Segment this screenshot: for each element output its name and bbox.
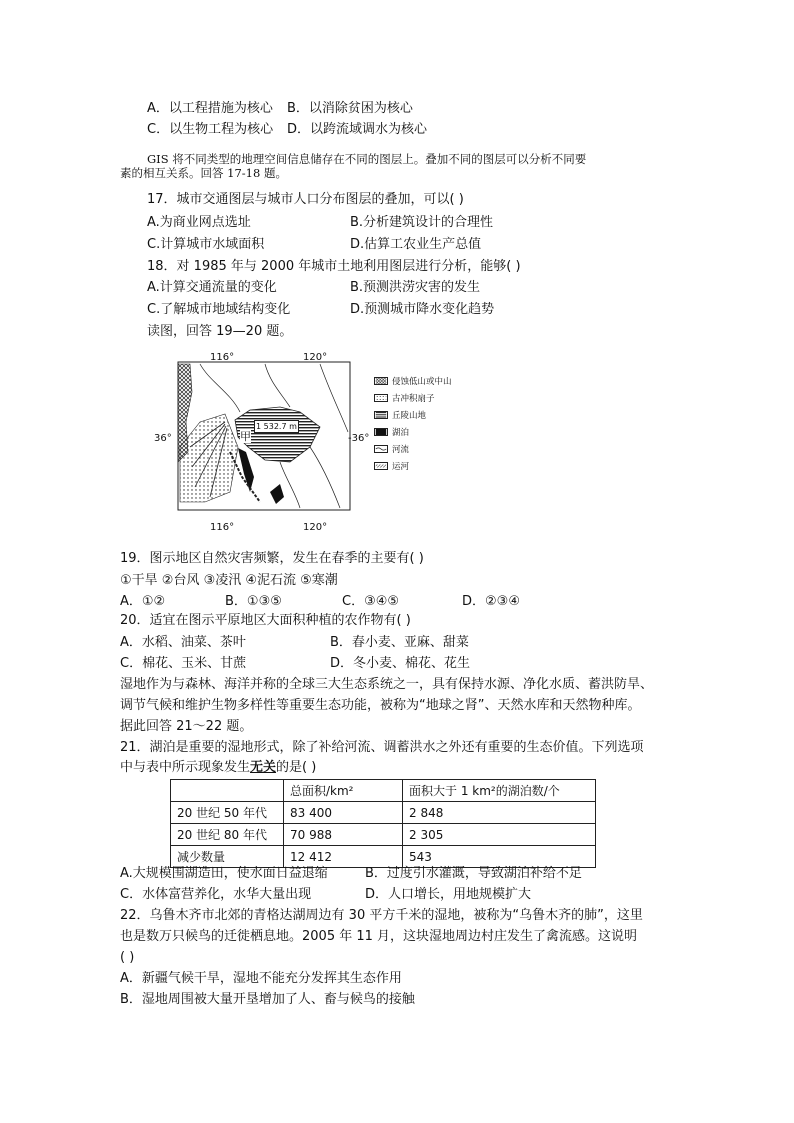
q16-option-b: B．以消除贫困为核心 (287, 101, 413, 116)
table-cell: 减少数量 (171, 846, 284, 868)
q18-stem: 18．对 1985 年与 2000 年城市土地利用图层进行分析，能够( ) (147, 259, 521, 274)
map-legend (374, 372, 452, 474)
q18-option-b: B.预测洪涝灾害的发生 (350, 280, 481, 295)
solid-swatch-icon (374, 428, 388, 436)
q18-option-c: C.了解城市地域结构变化 (147, 302, 291, 317)
table-cell: 2 305 (403, 824, 596, 846)
lat-left: 36° (154, 433, 172, 444)
lon-bottom-left: 116° (210, 522, 235, 533)
q19-stem: 19．图示地区自然灾害频繁，发生在春季的主要有( ) (120, 551, 424, 566)
lake-data-table (170, 779, 596, 868)
table-cell: 总面积/km² (284, 780, 403, 802)
canal-swatch-icon (374, 462, 388, 470)
map-svg (170, 352, 356, 517)
q21-stem-part: 中与表中所示现象发生 (120, 760, 251, 775)
table-cell: 12 412 (284, 846, 403, 868)
table-cell: 2 848 (403, 802, 596, 824)
q17-option-a: A.为商业网点选址 (147, 215, 251, 230)
lon-top-left: 116° (210, 352, 235, 363)
table-cell: 20 世纪 50 年代 (171, 802, 284, 824)
dotted-swatch-icon (374, 394, 388, 402)
table-cell: 70 988 (284, 824, 403, 846)
q18-option-d: D.预测城市降水变化趋势 (350, 302, 495, 317)
legend-item (374, 457, 452, 474)
gis-intro-line1: GIS 将不同类型的地理空间信息储存在不同的图层上。叠加不同的图层可以分析不同要 (147, 152, 587, 166)
legend-item (374, 372, 452, 389)
q21-stem-emphasis: 无关 (250, 760, 277, 775)
q21-option-b: B．过度引水灌溉，导致湖泊补给不足 (365, 866, 582, 881)
table-cell (171, 780, 284, 802)
peak-elevation: 1 532.7 m (256, 422, 297, 431)
legend-label: 侵蚀低山或中山 (392, 376, 452, 387)
crosshatch-swatch-icon (374, 377, 388, 385)
table-cell: 543 (403, 846, 596, 868)
lon-bottom-right: 120° (303, 522, 328, 533)
q16-option-a: A．以工程措施为核心 (147, 101, 273, 116)
striped-swatch-icon (374, 411, 388, 419)
lat-right: -36° (348, 433, 370, 444)
q19-option-a: A．①② (120, 594, 166, 609)
table-cell: 83 400 (284, 802, 403, 824)
q20-option-b: B．春小麦、亚麻、甜菜 (330, 635, 469, 650)
gis-intro-line2: 素的相互关系。回答 17-18 题。 (120, 166, 287, 180)
q16-option-c: C．以生物工程为核心 (147, 122, 274, 137)
geography-map (154, 352, 370, 533)
q17-stem: 17．城市交通图层与城市人口分布图层的叠加，可以( ) (147, 192, 464, 207)
q22-option-b: B．湿地周围被大量开垦增加了人、畜与候鸟的接触 (120, 992, 415, 1007)
q19-option-b: B．①③⑤ (225, 594, 282, 609)
q22-stem-line1: 22．乌鲁木齐市北郊的青格达湖周边有 30 平方千米的湿地，被称为“乌鲁木齐的肺”，这里 (120, 908, 643, 923)
q22-option-a: A．新疆气候干旱，湿地不能充分发挥其生态作用 (120, 971, 402, 986)
q19-items: ①干旱 ②台风 ③凌汛 ④泥石流 ⑤寒潮 (120, 573, 338, 588)
legend-item (374, 440, 452, 457)
q21-stem-line2 (120, 759, 316, 777)
q17-option-d: D.估算工农业生产总值 (350, 237, 482, 252)
q21-stem-line1: 21．湖泊是重要的湿地形式，除了补给河流、调蓄洪水之外还有重要的生态价值。下列选项 (120, 740, 644, 755)
q21-stem-part: 的是( ) (276, 760, 317, 775)
legend-label: 古冲积扇子 (392, 393, 435, 404)
q19-option-c: C．③④⑤ (342, 594, 400, 609)
q21-option-a: A.大规模围湖造田，使水面日益退缩 (120, 866, 328, 881)
q18-option-a: A.计算交通流量的变化 (147, 280, 277, 295)
legend-item (374, 406, 452, 423)
table-row (171, 802, 596, 824)
q20-option-a: A．水稻、油菜、茶叶 (120, 635, 246, 650)
wave-swatch-icon (374, 445, 388, 453)
table-header-row (171, 780, 596, 802)
wetland-intro-line2: 调节气候和维护生物多样性等重要生态功能，被称为“地球之肾”、天然水库和天然物种库。 (120, 698, 641, 713)
legend-item (374, 423, 452, 440)
legend-item (374, 389, 452, 406)
q21-option-c: C．水体富营养化，水华大量出现 (120, 887, 312, 902)
q22-stem-line2: 也是数万只候鸟的迁徙栖息地。2005 年 11 月，这块湿地周边村庄发生了禽流感。这说明 (120, 929, 638, 944)
q20-option-c: C．棉花、玉米、甘蔗 (120, 656, 247, 671)
q21-option-d: D．人口增长，用地规模扩大 (365, 887, 532, 902)
q20-stem: 20．适宜在图示平原地区大面积种植的农作物有( ) (120, 613, 411, 628)
legend-label: 湖泊 (392, 427, 410, 438)
table-cell: 面积大于 1 km²的湖泊数/个 (403, 780, 596, 802)
legend-label: 丘陵山地 (392, 410, 427, 421)
q22-stem-line3: ( ) (120, 950, 135, 965)
wetland-intro-line3: 据此回答 21～22 题。 (120, 719, 253, 734)
q19-option-d: D．②③④ (462, 594, 520, 609)
wetland-intro-line1: 湿地作为与森林、海洋并称的全球三大生态系统之一，具有保持水源、净化水质、蓄洪防旱、 (120, 677, 654, 692)
q17-option-c: C.计算城市水域面积 (147, 237, 265, 252)
q16-option-d: D．以跨流域调水为核心 (287, 122, 428, 137)
q17-option-b: B.分析建筑设计的合理性 (350, 215, 494, 230)
read-map-instruction: 读图，回答 19—20 题。 (147, 324, 293, 339)
table-cell: 20 世纪 80 年代 (171, 824, 284, 846)
q20-option-d: D．冬小麦、棉花、花生 (330, 656, 471, 671)
lon-top-right: 120° (303, 352, 328, 363)
legend-label: 运河 (392, 461, 410, 472)
legend-label: 河流 (392, 444, 410, 455)
table-row (171, 824, 596, 846)
place-jia: 甲 (240, 430, 251, 443)
